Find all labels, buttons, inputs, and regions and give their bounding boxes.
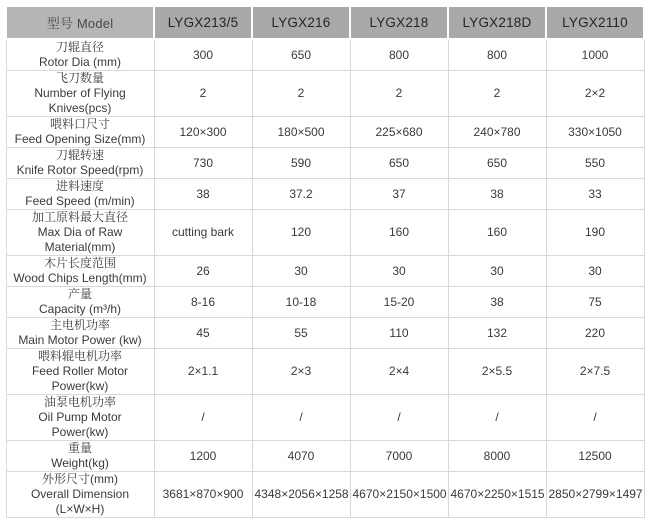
spec-value-cell: 2×2 [546, 71, 644, 117]
spec-value-cell: 30 [448, 256, 546, 287]
spec-value-cell: 225×680 [350, 117, 448, 148]
spec-value-cell: 37 [350, 179, 448, 210]
row-label [6, 349, 154, 395]
spec-value-cell: 2×3 [252, 349, 350, 395]
row-label-cn: 木片长度范围 [43, 256, 116, 270]
spec-value-cell: 4348×2056×1258 [252, 472, 350, 518]
table-row [6, 148, 644, 179]
row-label [6, 179, 154, 210]
spec-value-cell: 2×7.5 [546, 349, 644, 395]
table-row [6, 441, 644, 472]
spec-value-cell: 33 [546, 179, 644, 210]
spec-value-cell: 220 [546, 318, 644, 349]
row-label [6, 210, 154, 256]
row-label-en: Knife Rotor Speed(rpm) [16, 163, 144, 177]
row-label-cn: 喂料辊电机功率 [37, 349, 122, 363]
spec-value-cell: 160 [448, 210, 546, 256]
spec-value-cell: 26 [154, 256, 252, 287]
row-label-en: Main Motor Power (kw) [18, 333, 142, 347]
spec-value-cell: 38 [448, 179, 546, 210]
table-row [6, 318, 644, 349]
table-row [6, 349, 644, 395]
spec-value-cell: 650 [252, 39, 350, 71]
row-label [6, 256, 154, 287]
row-label [6, 441, 154, 472]
model-header-2: LYGX218 [350, 6, 448, 39]
row-label-cn: 外形尺寸(mm) [42, 472, 118, 486]
model-header-1: LYGX216 [252, 6, 350, 39]
row-label [6, 71, 154, 117]
spec-value-cell: 2×5.5 [448, 349, 546, 395]
table-row [6, 71, 644, 117]
spec-value-cell: / [350, 395, 448, 441]
spec-value-cell: 330×1050 [546, 117, 644, 148]
row-label-cn: 油泵电机功率 [43, 395, 116, 409]
spec-value-cell: 240×780 [448, 117, 546, 148]
spec-value-cell: 45 [154, 318, 252, 349]
spec-table-body [6, 39, 644, 518]
spec-value-cell: 800 [448, 39, 546, 71]
table-row [6, 210, 644, 256]
spec-value-cell: 4670×2150×1500 [350, 472, 448, 518]
spec-value-cell: 8-16 [154, 287, 252, 318]
spec-value-cell: / [252, 395, 350, 441]
spec-value-cell: 160 [350, 210, 448, 256]
row-label-cn: 刀辊直径 [55, 40, 104, 54]
row-label-en: Capacity (m³/h) [38, 302, 121, 316]
table-row [6, 287, 644, 318]
row-label-en: Overall Dimension (L×W×H) [30, 487, 130, 516]
spec-value-cell: 180×500 [252, 117, 350, 148]
row-label-en: Rotor Dia (mm) [38, 55, 121, 69]
row-label-cn: 进料速度 [55, 179, 104, 193]
spec-value-cell: 120 [252, 210, 350, 256]
row-label-en: Feed Speed (m/min) [25, 194, 135, 208]
spec-value-cell: 30 [350, 256, 448, 287]
row-label-cn: 产量 [67, 287, 92, 301]
row-label-en: Feed Opening Size(mm) [14, 132, 146, 146]
model-header-0: LYGX213/5 [154, 6, 252, 39]
spec-value-cell: 2×1.1 [154, 349, 252, 395]
table-row [6, 117, 644, 148]
spec-value-cell: 2 [350, 71, 448, 117]
spec-value-cell: 2 [154, 71, 252, 117]
row-label [6, 318, 154, 349]
row-label [6, 472, 154, 518]
spec-value-cell: 2850×2799×1497 [546, 472, 644, 518]
spec-value-cell: 15-20 [350, 287, 448, 318]
row-label-cn: 加工原料最大直径 [31, 210, 128, 224]
row-label-cn: 主电机功率 [49, 318, 110, 332]
spec-value-cell: / [448, 395, 546, 441]
spec-value-cell: 10-18 [252, 287, 350, 318]
spec-value-cell: 190 [546, 210, 644, 256]
spec-value-cell: 550 [546, 148, 644, 179]
row-label [6, 148, 154, 179]
row-label [6, 395, 154, 441]
table-row [6, 395, 644, 441]
spec-value-cell: 75 [546, 287, 644, 318]
spec-value-cell: 8000 [448, 441, 546, 472]
spec-value-cell: 120×300 [154, 117, 252, 148]
spec-value-cell: 4070 [252, 441, 350, 472]
spec-value-cell: 37.2 [252, 179, 350, 210]
spec-value-cell: 1200 [154, 441, 252, 472]
spec-value-cell: / [546, 395, 644, 441]
row-label-cn: 重量 [67, 441, 92, 455]
spec-value-cell: 1000 [546, 39, 644, 71]
row-label [6, 287, 154, 318]
row-label-cn: 刀辊转速 [55, 148, 104, 162]
spec-value-cell: 55 [252, 318, 350, 349]
row-label-en: Max Dia of Raw Material(mm) [37, 225, 123, 254]
spec-value-cell: 30 [546, 256, 644, 287]
spec-value-cell: 300 [154, 39, 252, 71]
row-label [6, 117, 154, 148]
row-label-en: Number of Flying Knives(pcs) [34, 86, 126, 115]
spec-value-cell: / [154, 395, 252, 441]
row-label [6, 39, 154, 71]
spec-value-cell: 132 [448, 318, 546, 349]
spec-value-cell: 650 [350, 148, 448, 179]
row-label-en: Oil Pump Motor Power(kw) [38, 410, 122, 439]
spec-value-cell: cutting bark [154, 210, 252, 256]
row-label-en: Feed Roller Motor Power(kw) [31, 364, 129, 393]
spec-table [5, 5, 645, 518]
table-row [6, 39, 644, 71]
row-label-cn: 喂料口尺寸 [49, 117, 110, 131]
spec-value-cell: 110 [350, 318, 448, 349]
spec-value-cell: 2 [448, 71, 546, 117]
model-header-3: LYGX218D [448, 6, 546, 39]
spec-value-cell: 38 [448, 287, 546, 318]
spec-value-cell: 650 [448, 148, 546, 179]
table-row [6, 256, 644, 287]
model-header-4: LYGX2110 [546, 6, 644, 39]
spec-value-cell: 38 [154, 179, 252, 210]
spec-value-cell: 7000 [350, 441, 448, 472]
spec-value-cell: 2 [252, 71, 350, 117]
spec-value-cell: 4670×2250×1515 [448, 472, 546, 518]
spec-value-cell: 590 [252, 148, 350, 179]
spec-value-cell: 30 [252, 256, 350, 287]
model-label-header: 型号 Model [6, 6, 154, 39]
row-label-en: Wood Chips Length(mm) [13, 271, 147, 285]
spec-value-cell: 2×4 [350, 349, 448, 395]
table-row [6, 179, 644, 210]
table-row [6, 472, 644, 518]
spec-value-cell: 730 [154, 148, 252, 179]
spec-value-cell: 3681×870×900 [154, 472, 252, 518]
row-label-cn: 飞刀数量 [55, 71, 104, 85]
spec-value-cell: 12500 [546, 441, 644, 472]
row-label-en: Weight(kg) [51, 456, 109, 470]
spec-value-cell: 800 [350, 39, 448, 71]
header-row [6, 6, 644, 39]
